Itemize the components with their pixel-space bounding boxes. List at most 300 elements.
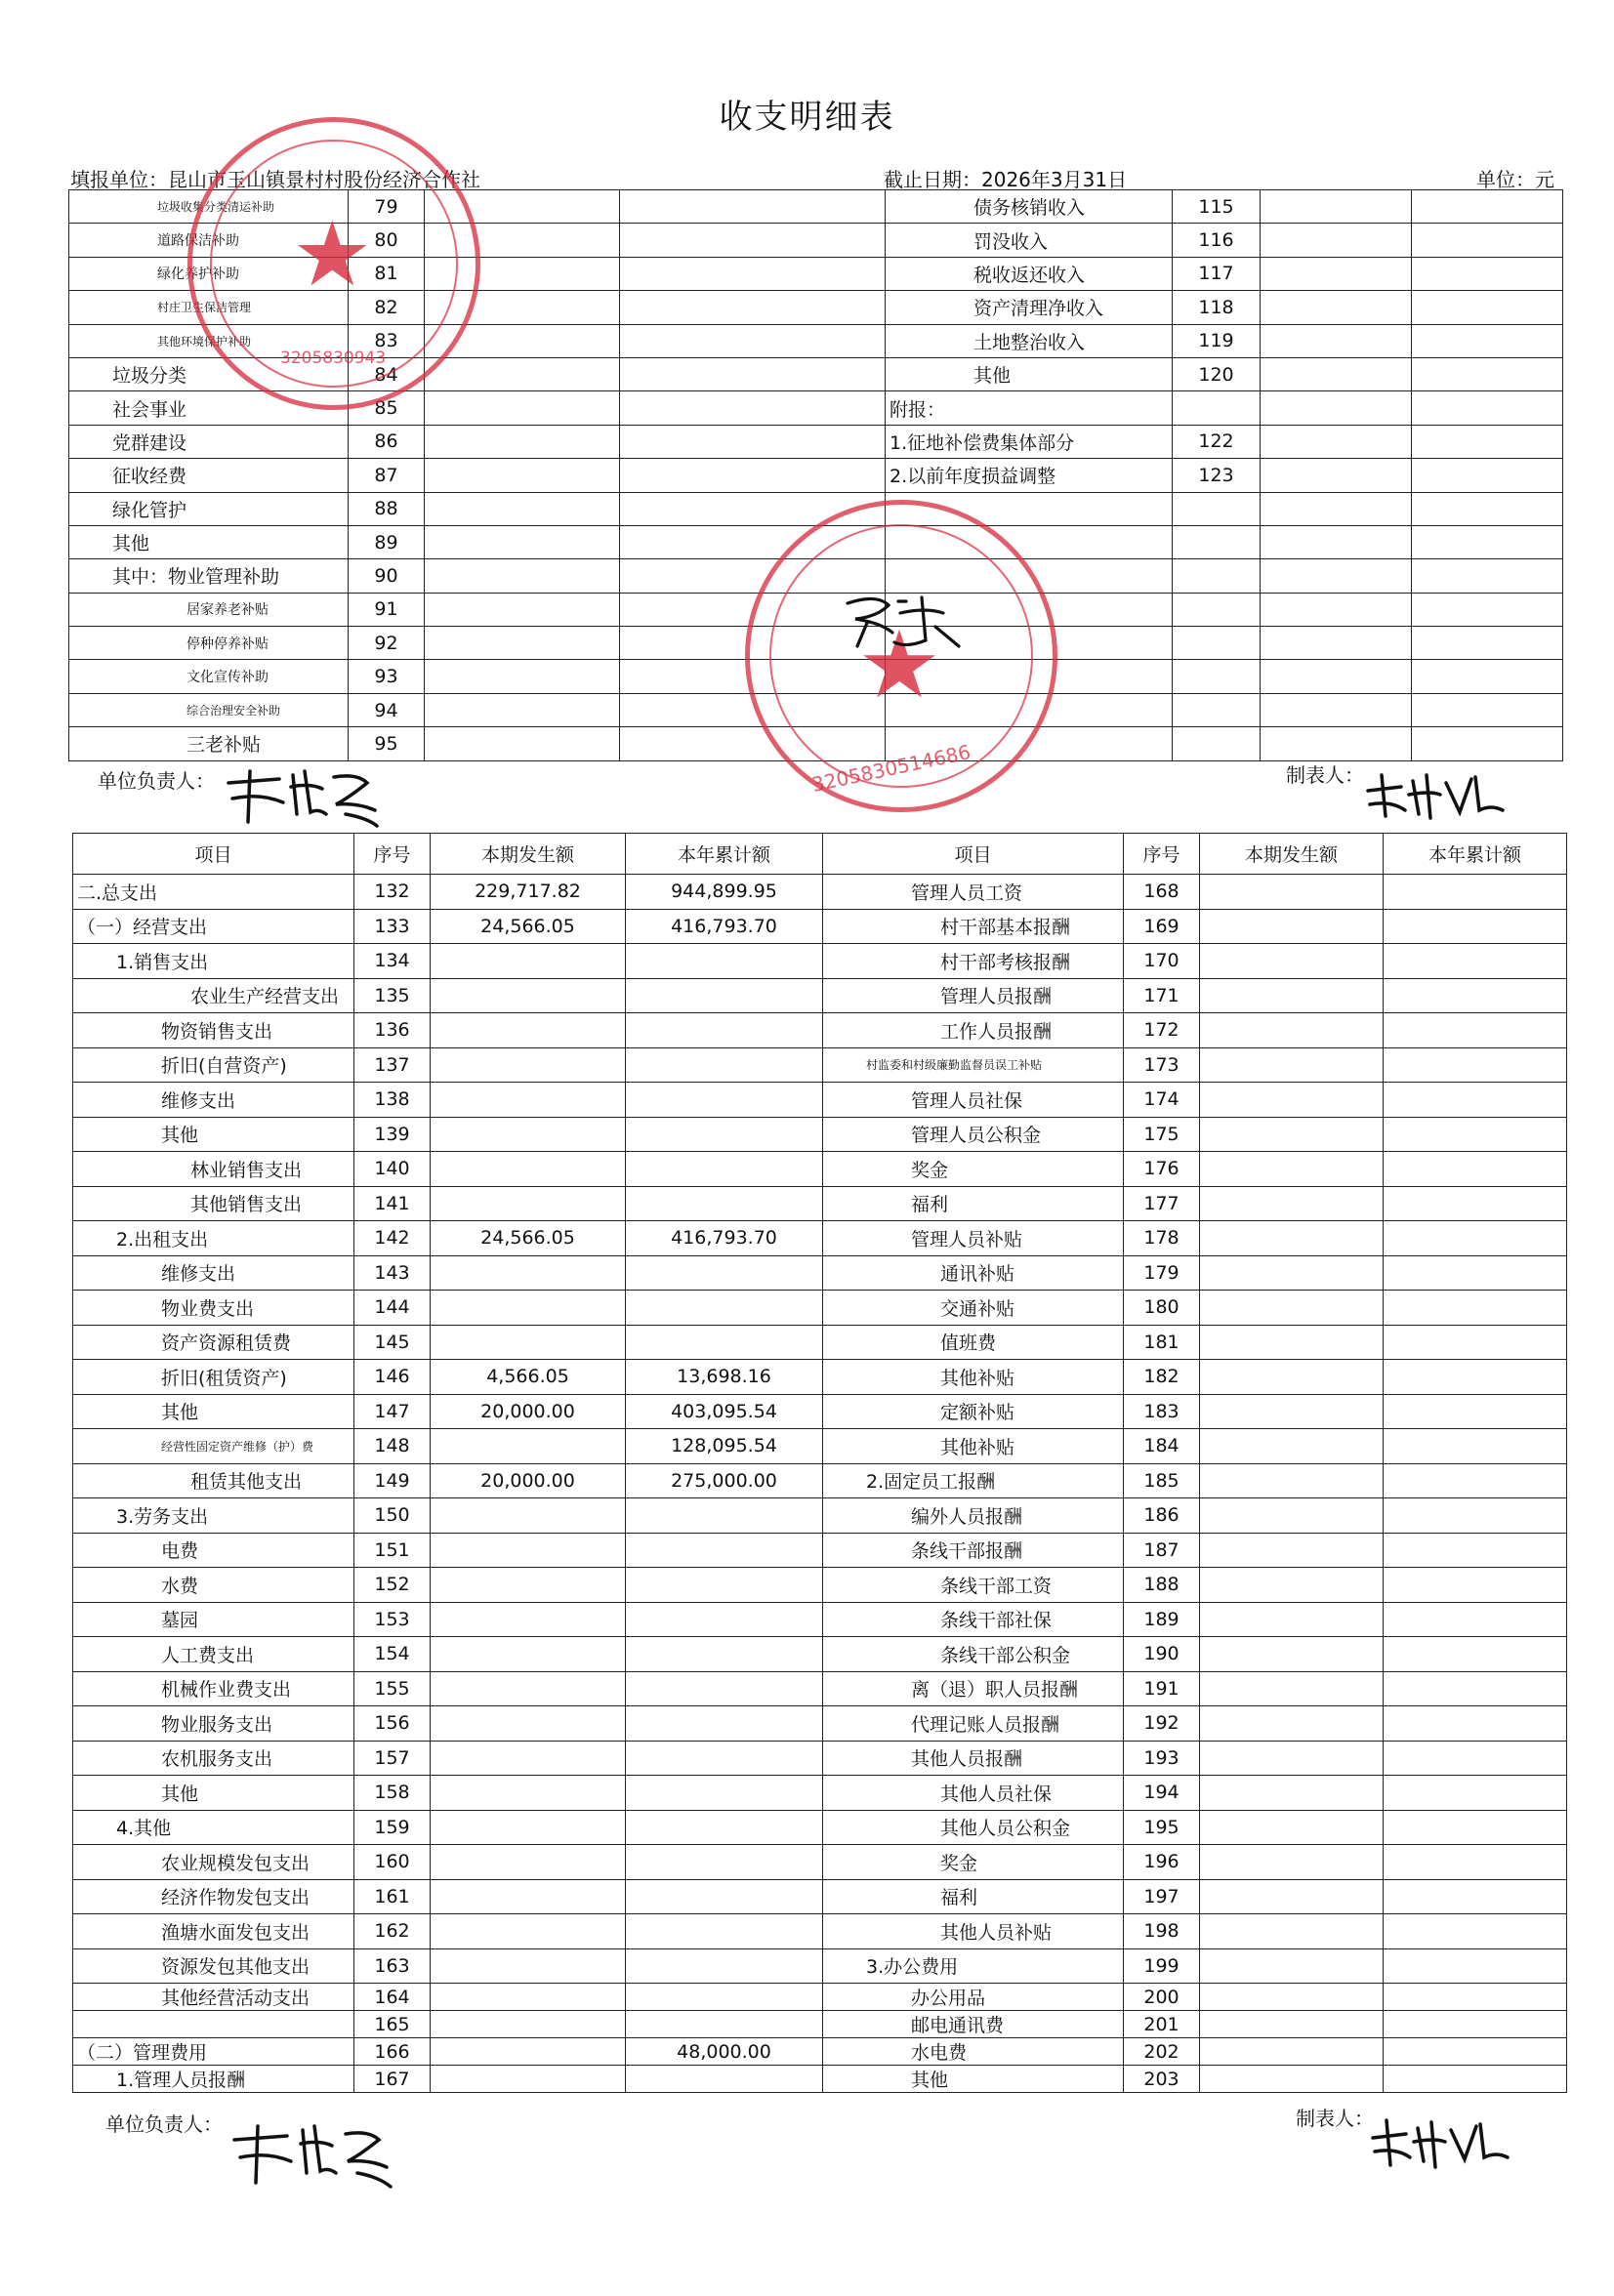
- table-row: [73, 1291, 1567, 1326]
- col-header-current-right: 本期发生额: [1200, 834, 1384, 875]
- row-ytd: [626, 1810, 823, 1845]
- row-seq-right: 181: [1124, 1325, 1200, 1360]
- row-current: [431, 1047, 626, 1083]
- row-seq: 92: [349, 627, 425, 660]
- row-current: [425, 593, 620, 626]
- row-ytd-right: [1384, 1429, 1567, 1464]
- row-item-right: 管理人员公积金: [823, 1117, 1124, 1152]
- table-row: [73, 978, 1567, 1013]
- row-item: 折旧(自营资产): [73, 1047, 354, 1083]
- row-ytd: 416,793.70: [626, 909, 823, 944]
- row-ytd-right: [1384, 1498, 1567, 1534]
- row-item: 农业规模发包支出: [73, 1845, 354, 1880]
- row-seq: 144: [354, 1291, 431, 1326]
- row-seq-right: 119: [1173, 324, 1261, 357]
- row-seq-right: 186: [1124, 1498, 1200, 1534]
- row-seq: 81: [349, 257, 425, 290]
- row-ytd-right: [1412, 357, 1563, 390]
- col-header-item-right: 项目: [823, 834, 1124, 875]
- table-row: [73, 1706, 1567, 1742]
- row-item: 资产资源租赁费: [73, 1325, 354, 1360]
- col-header-ytd: 本年累计额: [626, 834, 823, 875]
- row-ytd-right: [1384, 2011, 1567, 2038]
- row-current: [431, 1152, 626, 1187]
- row-ytd-right: [1412, 727, 1563, 760]
- row-item: 道路保洁补助: [69, 224, 349, 257]
- row-seq-right: 115: [1173, 190, 1261, 224]
- table-row: [73, 1602, 1567, 1637]
- row-ytd: 403,095.54: [626, 1394, 823, 1429]
- row-seq: 89: [349, 525, 425, 558]
- row-seq: 83: [349, 324, 425, 357]
- row-seq-right: 180: [1124, 1291, 1200, 1326]
- row-ytd-right: [1384, 875, 1567, 910]
- row-current-right: [1200, 1984, 1384, 2011]
- currency-unit-value: 元: [1535, 168, 1554, 191]
- row-seq: 88: [349, 492, 425, 525]
- cutoff-date-value: 2026年3月31日: [981, 168, 1128, 191]
- row-ytd: [626, 1948, 823, 1984]
- row-current-right: [1200, 1117, 1384, 1152]
- currency-unit-label: 单位：: [1476, 168, 1535, 191]
- row-item: 物业费支出: [73, 1291, 354, 1326]
- row-current-right: [1200, 909, 1384, 944]
- row-seq: 148: [354, 1429, 431, 1464]
- row-item-right: 村干部基本报酬: [823, 909, 1124, 944]
- row-current: [431, 1602, 626, 1637]
- row-ytd: [626, 1047, 823, 1083]
- row-ytd-right: [1384, 1152, 1567, 1187]
- row-ytd-right: [1384, 978, 1567, 1013]
- row-item: 其他环境保护补助: [69, 324, 349, 357]
- row-item: 物资销售支出: [73, 1013, 354, 1048]
- row-item-right: 管理人员报酬: [823, 978, 1124, 1013]
- row-current: [431, 1741, 626, 1776]
- row-current-right: [1200, 1083, 1384, 1118]
- table-row: [69, 459, 1563, 492]
- row-ytd: 416,793.70: [626, 1221, 823, 1256]
- row-current: [431, 1325, 626, 1360]
- table-row: [73, 875, 1567, 910]
- page-title: 收支明细表: [719, 98, 895, 137]
- row-seq: 154: [354, 1637, 431, 1672]
- row-item: 垃圾收集分类清运补助: [69, 190, 349, 224]
- row-seq: 82: [349, 291, 425, 324]
- row-item: 绿化养护补助: [69, 257, 349, 290]
- row-current: 229,717.82: [431, 875, 626, 910]
- row-seq: 162: [354, 1914, 431, 1949]
- row-ytd: 275,000.00: [626, 1463, 823, 1498]
- row-seq-right: 177: [1124, 1186, 1200, 1221]
- row-item: 墓园: [73, 1602, 354, 1637]
- table-row: [73, 1498, 1567, 1534]
- row-item-right: 邮电通讯费: [823, 2011, 1124, 2038]
- row-item: 3.劳务支出: [73, 1498, 354, 1534]
- row-ytd-right: [1384, 1255, 1567, 1291]
- row-seq-right: 173: [1124, 1047, 1200, 1083]
- row-seq-right: 175: [1124, 1117, 1200, 1152]
- row-seq-right: 169: [1124, 909, 1200, 944]
- row-ytd-right: [1384, 909, 1567, 944]
- row-ytd: [620, 459, 886, 492]
- row-item-right: 村监委和村级廉勤监督员误工补贴: [823, 1047, 1124, 1083]
- row-item: 社会事业: [69, 391, 349, 425]
- row-item: 垃圾分类: [69, 357, 349, 390]
- row-current-right: [1261, 425, 1412, 458]
- row-seq-right: [1173, 559, 1261, 593]
- table-header-row: [73, 834, 1567, 875]
- row-seq: 139: [354, 1117, 431, 1152]
- row-ytd-right: [1384, 1463, 1567, 1498]
- row-seq: 142: [354, 1221, 431, 1256]
- row-current-right: [1200, 978, 1384, 1013]
- row-seq: 84: [349, 357, 425, 390]
- row-seq-right: [1173, 693, 1261, 726]
- row-ytd: [626, 1984, 823, 2011]
- row-ytd: [626, 1845, 823, 1880]
- row-item-right: 1.征地补偿费集体部分: [886, 425, 1173, 458]
- row-seq-right: [1173, 627, 1261, 660]
- row-ytd-right: [1412, 693, 1563, 726]
- table-row: [69, 492, 1563, 525]
- row-current: [431, 1429, 626, 1464]
- row-item-right: 离（退）职人员报酬: [823, 1671, 1124, 1706]
- row-current: [431, 978, 626, 1013]
- cooperative-seal-code: 3205830943: [280, 348, 387, 368]
- row-current-right: [1200, 1047, 1384, 1083]
- row-ytd-right: [1412, 459, 1563, 492]
- table-row: [73, 1984, 1567, 2011]
- row-seq-right: 174: [1124, 1083, 1200, 1118]
- leader-label-bottom: 单位负责人：: [105, 2112, 223, 2136]
- col-header-seq: 序号: [354, 834, 431, 875]
- row-ytd: [626, 1255, 823, 1291]
- row-current-right: [1200, 1325, 1384, 1360]
- row-seq: 157: [354, 1741, 431, 1776]
- row-current-right: [1200, 1186, 1384, 1221]
- row-seq: 138: [354, 1083, 431, 1118]
- row-seq: 141: [354, 1186, 431, 1221]
- row-current: [431, 1117, 626, 1152]
- row-current: [425, 525, 620, 558]
- row-item-right: 条线干部工资: [823, 1568, 1124, 1603]
- row-item: 居家养老补贴: [69, 593, 349, 626]
- row-seq-right: 182: [1124, 1360, 1200, 1395]
- row-item: 综合治理安全补助: [69, 693, 349, 726]
- row-current-right: [1200, 1394, 1384, 1429]
- row-seq-right: 120: [1173, 357, 1261, 390]
- row-current: [425, 357, 620, 390]
- row-seq: 165: [354, 2011, 431, 2038]
- row-ytd: [626, 1879, 823, 1914]
- row-seq: 153: [354, 1602, 431, 1637]
- row-ytd-right: [1384, 1568, 1567, 1603]
- row-ytd: [620, 425, 886, 458]
- row-current: 24,566.05: [431, 1221, 626, 1256]
- row-ytd-right: [1384, 1360, 1567, 1395]
- col-header-seq-right: 序号: [1124, 834, 1200, 875]
- row-current-right: [1200, 1221, 1384, 1256]
- row-ytd-right: [1384, 1221, 1567, 1256]
- table-row: [73, 1810, 1567, 1845]
- row-current: [431, 1255, 626, 1291]
- row-current: [431, 1984, 626, 2011]
- row-item: 1.销售支出: [73, 944, 354, 979]
- row-current-right: [1200, 1152, 1384, 1187]
- row-seq-right: 193: [1124, 1741, 1200, 1776]
- row-seq-right: 188: [1124, 1568, 1200, 1603]
- row-ytd: [626, 1152, 823, 1187]
- row-item-right: 编外人员报酬: [823, 1498, 1124, 1534]
- row-ytd: [626, 2011, 823, 2038]
- row-item-right: 水电费: [823, 2038, 1124, 2066]
- col-header-item: 项目: [73, 834, 354, 875]
- row-current-right: [1200, 1463, 1384, 1498]
- row-seq: 93: [349, 660, 425, 693]
- row-ytd: [626, 1741, 823, 1776]
- row-ytd: [626, 944, 823, 979]
- row-ytd-right: [1384, 1013, 1567, 1048]
- row-seq-right: 192: [1124, 1706, 1200, 1742]
- row-ytd-right: [1384, 1776, 1567, 1811]
- row-seq-right: 201: [1124, 2011, 1200, 2038]
- row-current-right: [1261, 357, 1412, 390]
- row-item-right: 土地整治收入: [886, 324, 1173, 357]
- row-current: 20,000.00: [431, 1394, 626, 1429]
- row-item-right: 罚没收入: [886, 224, 1173, 257]
- table-row: [73, 1360, 1567, 1395]
- row-item: 其他销售支出: [73, 1186, 354, 1221]
- row-seq: 163: [354, 1948, 431, 1984]
- row-ytd-right: [1384, 1984, 1567, 2011]
- row-current-right: [1200, 1948, 1384, 1984]
- row-item: 渔塘水面发包支出: [73, 1914, 354, 1949]
- row-seq-right: 117: [1173, 257, 1261, 290]
- row-ytd-right: [1412, 559, 1563, 593]
- row-item-right: 村干部考核报酬: [823, 944, 1124, 979]
- row-seq: 145: [354, 1325, 431, 1360]
- row-item-right: 办公用品: [823, 1984, 1124, 2011]
- row-item: 征收经费: [69, 459, 349, 492]
- row-current-right: [1261, 525, 1412, 558]
- table-row: [73, 1741, 1567, 1776]
- row-current-right: [1261, 627, 1412, 660]
- maker-signature-top: [1362, 761, 1509, 830]
- table-row: [73, 1568, 1567, 1603]
- table-row: [73, 1914, 1567, 1949]
- row-item-right: 管理人员补贴: [823, 1221, 1124, 1256]
- row-current-right: [1200, 1533, 1384, 1568]
- row-current: [425, 627, 620, 660]
- row-ytd: [626, 1013, 823, 1048]
- cutoff-date: [884, 164, 1127, 192]
- row-item-right: 管理人员工资: [823, 875, 1124, 910]
- leader-signature-top: [221, 754, 387, 832]
- reporting-unit-name: 昆山市玉山镇景村村股份经济合作社: [168, 168, 480, 191]
- currency-unit: [1476, 164, 1554, 192]
- row-ytd: [626, 978, 823, 1013]
- row-current-right: [1261, 391, 1412, 425]
- row-current: [431, 1013, 626, 1048]
- row-item: 折旧(租赁资产): [73, 1360, 354, 1395]
- row-current: 20,000.00: [431, 1463, 626, 1498]
- row-item-right: 条线干部社保: [823, 1602, 1124, 1637]
- row-item-right: 其他补贴: [823, 1429, 1124, 1464]
- table-row: [73, 1117, 1567, 1152]
- row-current: [425, 660, 620, 693]
- row-current: [425, 425, 620, 458]
- row-item-right: 其他补贴: [823, 1360, 1124, 1395]
- row-ytd: [626, 1117, 823, 1152]
- row-ytd: 128,095.54: [626, 1429, 823, 1464]
- row-ytd: [626, 2066, 823, 2093]
- row-item: 电费: [73, 1533, 354, 1568]
- row-item-right: 管理人员社保: [823, 1083, 1124, 1118]
- row-current: [425, 559, 620, 593]
- row-current: [431, 1914, 626, 1949]
- cutoff-date-label: 截止日期：: [884, 168, 981, 191]
- row-seq-right: 183: [1124, 1394, 1200, 1429]
- row-ytd: [620, 224, 886, 257]
- table-row: [73, 1429, 1567, 1464]
- row-ytd-right: [1412, 190, 1563, 224]
- row-seq-right: 194: [1124, 1776, 1200, 1811]
- row-seq-right: 203: [1124, 2066, 1200, 2093]
- row-seq-right: 184: [1124, 1429, 1200, 1464]
- row-current-right: [1200, 1602, 1384, 1637]
- row-ytd: [620, 357, 886, 390]
- main-expense-table: [72, 833, 1567, 2093]
- row-ytd: [626, 1568, 823, 1603]
- row-seq: 133: [354, 909, 431, 944]
- row-current-right: [1200, 1429, 1384, 1464]
- row-current: [431, 1879, 626, 1914]
- row-item: 维修支出: [73, 1083, 354, 1118]
- row-item-right: 其他: [886, 357, 1173, 390]
- row-item: （一）经营支出: [73, 909, 354, 944]
- row-item: 物业服务支出: [73, 1706, 354, 1742]
- row-seq: 80: [349, 224, 425, 257]
- table-row: [73, 2066, 1567, 2093]
- row-ytd-right: [1384, 1810, 1567, 1845]
- row-current: [431, 1568, 626, 1603]
- row-item: 村庄卫生保洁管理: [69, 291, 349, 324]
- row-seq-right: 172: [1124, 1013, 1200, 1048]
- row-seq: 160: [354, 1845, 431, 1880]
- row-ytd-right: [1384, 1325, 1567, 1360]
- row-item-right: 2.以前年度损益调整: [886, 459, 1173, 492]
- row-current: [425, 727, 620, 760]
- row-item: 其中：物业管理补助: [69, 559, 349, 593]
- row-ytd: 944,899.95: [626, 875, 823, 910]
- table-row: [73, 1637, 1567, 1672]
- row-current-right: [1200, 2038, 1384, 2066]
- row-item: 资源发包其他支出: [73, 1948, 354, 1984]
- row-seq-right: [1173, 727, 1261, 760]
- row-seq: 87: [349, 459, 425, 492]
- seal-star-icon: ★: [292, 202, 373, 307]
- row-current-right: [1200, 1291, 1384, 1326]
- row-ytd-right: [1412, 627, 1563, 660]
- col-header-current: 本期发生额: [431, 834, 626, 875]
- row-current-right: [1200, 1671, 1384, 1706]
- row-ytd-right: [1384, 1083, 1567, 1118]
- row-current-right: [1261, 492, 1412, 525]
- row-seq-right: 178: [1124, 1221, 1200, 1256]
- row-current: [431, 2011, 626, 2038]
- row-ytd: [626, 1776, 823, 1811]
- row-current: [431, 944, 626, 979]
- row-seq-right: 170: [1124, 944, 1200, 979]
- row-current-right: [1261, 224, 1412, 257]
- row-item-right: 2.固定员工报酬: [823, 1463, 1124, 1498]
- row-ytd-right: [1412, 391, 1563, 425]
- table-row: [73, 1533, 1567, 1568]
- row-ytd-right: [1384, 944, 1567, 979]
- row-current: [425, 492, 620, 525]
- row-current: [425, 459, 620, 492]
- row-seq: 167: [354, 2066, 431, 2093]
- row-current: [431, 1810, 626, 1845]
- row-ytd-right: [1412, 593, 1563, 626]
- row-seq: 85: [349, 391, 425, 425]
- row-item-right: 条线干部报酬: [823, 1533, 1124, 1568]
- row-item: 维修支出: [73, 1255, 354, 1291]
- row-seq-right: [1173, 660, 1261, 693]
- row-ytd: [620, 190, 886, 224]
- row-ytd-right: [1384, 1914, 1567, 1949]
- row-seq-right: 200: [1124, 1984, 1200, 2011]
- row-ytd-right: [1384, 2066, 1567, 2093]
- table-row: [73, 1671, 1567, 1706]
- row-current: 24,566.05: [431, 909, 626, 944]
- row-current-right: [1261, 257, 1412, 290]
- row-seq-right: 189: [1124, 1602, 1200, 1637]
- row-seq: 135: [354, 978, 431, 1013]
- row-current: [431, 1776, 626, 1811]
- table-row: [73, 909, 1567, 944]
- row-seq: 90: [349, 559, 425, 593]
- row-item: 其他: [73, 1394, 354, 1429]
- row-item: 绿化管护: [69, 492, 349, 525]
- row-current-right: [1200, 1637, 1384, 1672]
- row-item-right: 资产清理净收入: [886, 291, 1173, 324]
- row-item-right: 附报：: [886, 391, 1173, 425]
- table-row: [73, 2038, 1567, 2066]
- row-current-right: [1200, 1741, 1384, 1776]
- row-item: 4.其他: [73, 1810, 354, 1845]
- maker-label-bottom: 制表人：: [1296, 2107, 1374, 2130]
- row-current-right: [1261, 593, 1412, 626]
- row-seq: 156: [354, 1706, 431, 1742]
- row-seq: 158: [354, 1776, 431, 1811]
- row-item: 1.管理人员报酬: [73, 2066, 354, 2093]
- row-current: [431, 1706, 626, 1742]
- row-ytd-right: [1384, 1948, 1567, 1984]
- row-ytd-right: [1384, 1706, 1567, 1742]
- row-current-right: [1261, 190, 1412, 224]
- col-header-ytd-right: 本年累计额: [1384, 834, 1567, 875]
- row-seq: 161: [354, 1879, 431, 1914]
- row-current-right: [1200, 1776, 1384, 1811]
- row-item: （二）管理费用: [73, 2038, 354, 2066]
- row-seq: 152: [354, 1568, 431, 1603]
- row-item-right: 条线干部公积金: [823, 1637, 1124, 1672]
- row-seq: 147: [354, 1394, 431, 1429]
- row-current: [425, 391, 620, 425]
- row-item: 经济作物发包支出: [73, 1879, 354, 1914]
- row-ytd: 13,698.16: [626, 1360, 823, 1395]
